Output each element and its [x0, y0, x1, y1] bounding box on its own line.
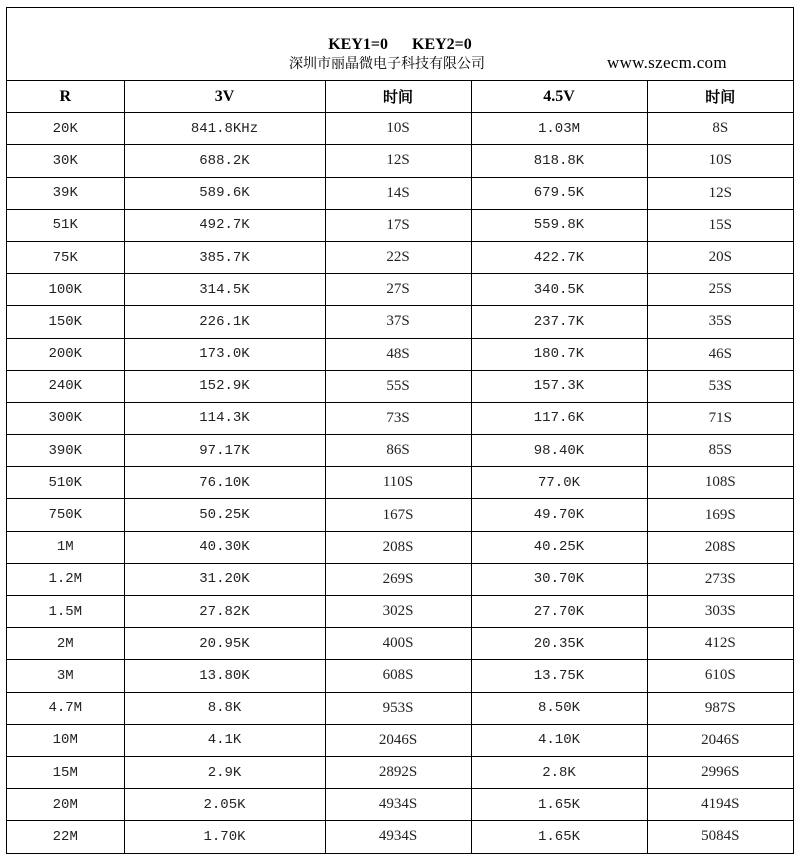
table-row — [7, 628, 793, 660]
cell-4-5v-time: 12S — [647, 177, 793, 209]
table-row — [7, 402, 793, 434]
cell-resistance: 20M — [7, 789, 124, 821]
cell-4-5v-time: 303S — [647, 596, 793, 628]
document-header — [7, 8, 793, 81]
table-row — [7, 274, 793, 306]
cell-4-5v-frequency: 8.50K — [471, 692, 647, 724]
cell-3v-frequency: 40.30K — [124, 531, 325, 563]
table-row — [7, 467, 793, 499]
column-header-4-5v-time: 时间 — [647, 81, 793, 113]
cell-4-5v-frequency: 340.5K — [471, 274, 647, 306]
table-row — [7, 241, 793, 273]
cell-4-5v-time: 273S — [647, 563, 793, 595]
cell-3v-frequency: 27.82K — [124, 596, 325, 628]
cell-4-5v-time: 412S — [647, 628, 793, 660]
table-row — [7, 499, 793, 531]
table-row — [7, 209, 793, 241]
cell-4-5v-frequency: 1.65K — [471, 821, 647, 853]
cell-4-5v-time: 108S — [647, 467, 793, 499]
cell-resistance: 390K — [7, 435, 124, 467]
cell-3v-frequency: 2.05K — [124, 789, 325, 821]
cell-4-5v-frequency: 77.0K — [471, 467, 647, 499]
cell-resistance: 15M — [7, 756, 124, 788]
cell-3v-time: 73S — [325, 402, 471, 434]
cell-3v-frequency: 492.7K — [124, 209, 325, 241]
cell-resistance: 3M — [7, 660, 124, 692]
cell-4-5v-frequency: 559.8K — [471, 209, 647, 241]
table-row — [7, 306, 793, 338]
cell-3v-time: 48S — [325, 338, 471, 370]
table-row — [7, 563, 793, 595]
cell-3v-time: 302S — [325, 596, 471, 628]
cell-3v-frequency: 8.8K — [124, 692, 325, 724]
cell-3v-frequency: 97.17K — [124, 435, 325, 467]
cell-4-5v-frequency: 117.6K — [471, 402, 647, 434]
cell-4-5v-frequency: 1.03M — [471, 113, 647, 145]
cell-resistance: 10M — [7, 724, 124, 756]
cell-resistance: 150K — [7, 306, 124, 338]
cell-4-5v-time: 2996S — [647, 756, 793, 788]
cell-3v-time: 86S — [325, 435, 471, 467]
cell-4-5v-time: 10S — [647, 145, 793, 177]
cell-resistance: 510K — [7, 467, 124, 499]
column-header-4-5v-frequency: 4.5V — [471, 81, 647, 113]
cell-4-5v-time: 46S — [647, 338, 793, 370]
table-row — [7, 177, 793, 209]
cell-3v-frequency: 1.70K — [124, 821, 325, 853]
website-address: www.szecm.com — [607, 53, 727, 72]
cell-3v-time: 10S — [325, 113, 471, 145]
cell-3v-frequency: 589.6K — [124, 177, 325, 209]
cell-3v-time: 167S — [325, 499, 471, 531]
cell-3v-frequency: 841.8KHz — [124, 113, 325, 145]
cell-4-5v-time: 2046S — [647, 724, 793, 756]
cell-4-5v-frequency: 422.7K — [471, 241, 647, 273]
table-row — [7, 756, 793, 788]
cell-resistance: 39K — [7, 177, 124, 209]
key-settings-title: KEY1=0 KEY2=0 — [328, 36, 472, 53]
cell-4-5v-time: 20S — [647, 241, 793, 273]
cell-4-5v-time: 71S — [647, 402, 793, 434]
cell-4-5v-time: 15S — [647, 209, 793, 241]
cell-3v-time: 110S — [325, 467, 471, 499]
cell-resistance: 240K — [7, 370, 124, 402]
cell-3v-frequency: 173.0K — [124, 338, 325, 370]
cell-4-5v-frequency: 13.75K — [471, 660, 647, 692]
cell-4-5v-time: 208S — [647, 531, 793, 563]
table-body — [7, 113, 793, 853]
cell-3v-time: 12S — [325, 145, 471, 177]
cell-3v-frequency: 76.10K — [124, 467, 325, 499]
table-row — [7, 370, 793, 402]
cell-3v-time: 608S — [325, 660, 471, 692]
table-row — [7, 145, 793, 177]
cell-resistance: 20K — [7, 113, 124, 145]
cell-4-5v-frequency: 1.65K — [471, 789, 647, 821]
cell-4-5v-frequency: 98.40K — [471, 435, 647, 467]
cell-4-5v-frequency: 2.8K — [471, 756, 647, 788]
table-row — [7, 821, 793, 853]
cell-3v-frequency: 152.9K — [124, 370, 325, 402]
table-row — [7, 724, 793, 756]
column-header-3v-time: 时间 — [325, 81, 471, 113]
cell-4-5v-frequency: 679.5K — [471, 177, 647, 209]
cell-3v-time: 400S — [325, 628, 471, 660]
cell-4-5v-time: 4194S — [647, 789, 793, 821]
cell-4-5v-frequency: 4.10K — [471, 724, 647, 756]
cell-3v-time: 4934S — [325, 789, 471, 821]
cell-4-5v-time: 987S — [647, 692, 793, 724]
column-header-resistance: R — [7, 81, 124, 113]
cell-3v-frequency: 314.5K — [124, 274, 325, 306]
table-row — [7, 113, 793, 145]
cell-4-5v-time: 35S — [647, 306, 793, 338]
cell-3v-frequency: 2.9K — [124, 756, 325, 788]
cell-3v-time: 4934S — [325, 821, 471, 853]
cell-resistance: 30K — [7, 145, 124, 177]
cell-resistance: 75K — [7, 241, 124, 273]
cell-3v-time: 269S — [325, 563, 471, 595]
cell-4-5v-time: 5084S — [647, 821, 793, 853]
cell-3v-frequency: 114.3K — [124, 402, 325, 434]
cell-resistance: 200K — [7, 338, 124, 370]
cell-3v-time: 22S — [325, 241, 471, 273]
document-sheet — [6, 7, 794, 854]
cell-3v-time: 14S — [325, 177, 471, 209]
table-row — [7, 692, 793, 724]
cell-3v-time: 2046S — [325, 724, 471, 756]
table-row — [7, 338, 793, 370]
cell-3v-frequency: 4.1K — [124, 724, 325, 756]
cell-resistance: 2M — [7, 628, 124, 660]
cell-resistance: 300K — [7, 402, 124, 434]
table-row — [7, 596, 793, 628]
cell-4-5v-time: 169S — [647, 499, 793, 531]
cell-4-5v-time: 85S — [647, 435, 793, 467]
cell-3v-time: 37S — [325, 306, 471, 338]
cell-3v-time: 2892S — [325, 756, 471, 788]
table-row — [7, 789, 793, 821]
cell-3v-frequency: 13.80K — [124, 660, 325, 692]
cell-resistance: 1.5M — [7, 596, 124, 628]
cell-3v-time: 55S — [325, 370, 471, 402]
cell-4-5v-time: 610S — [647, 660, 793, 692]
cell-resistance: 1.2M — [7, 563, 124, 595]
cell-4-5v-time: 53S — [647, 370, 793, 402]
cell-resistance: 750K — [7, 499, 124, 531]
table-header-row — [7, 81, 793, 113]
table-row — [7, 660, 793, 692]
cell-3v-frequency: 688.2K — [124, 145, 325, 177]
cell-resistance: 51K — [7, 209, 124, 241]
cell-resistance: 100K — [7, 274, 124, 306]
cell-4-5v-time: 25S — [647, 274, 793, 306]
cell-3v-frequency: 226.1K — [124, 306, 325, 338]
table-row — [7, 435, 793, 467]
cell-4-5v-time: 8S — [647, 113, 793, 145]
cell-4-5v-frequency: 30.70K — [471, 563, 647, 595]
cell-4-5v-frequency: 237.7K — [471, 306, 647, 338]
cell-4-5v-frequency: 180.7K — [471, 338, 647, 370]
cell-resistance: 22M — [7, 821, 124, 853]
cell-4-5v-frequency: 49.70K — [471, 499, 647, 531]
column-header-3v-frequency: 3V — [124, 81, 325, 113]
cell-3v-frequency: 385.7K — [124, 241, 325, 273]
cell-4-5v-frequency: 818.8K — [471, 145, 647, 177]
cell-4-5v-frequency: 27.70K — [471, 596, 647, 628]
cell-3v-frequency: 20.95K — [124, 628, 325, 660]
cell-3v-frequency: 31.20K — [124, 563, 325, 595]
cell-4-5v-frequency: 20.35K — [471, 628, 647, 660]
table-row — [7, 531, 793, 563]
cell-resistance: 1M — [7, 531, 124, 563]
cell-3v-time: 953S — [325, 692, 471, 724]
cell-3v-time: 27S — [325, 274, 471, 306]
timing-table — [7, 81, 793, 853]
cell-4-5v-frequency: 157.3K — [471, 370, 647, 402]
cell-3v-time: 208S — [325, 531, 471, 563]
cell-3v-frequency: 50.25K — [124, 499, 325, 531]
cell-resistance: 4.7M — [7, 692, 124, 724]
company-name: 深圳市丽晶微电子科技有限公司 — [289, 56, 485, 72]
cell-3v-time: 17S — [325, 209, 471, 241]
cell-4-5v-frequency: 40.25K — [471, 531, 647, 563]
